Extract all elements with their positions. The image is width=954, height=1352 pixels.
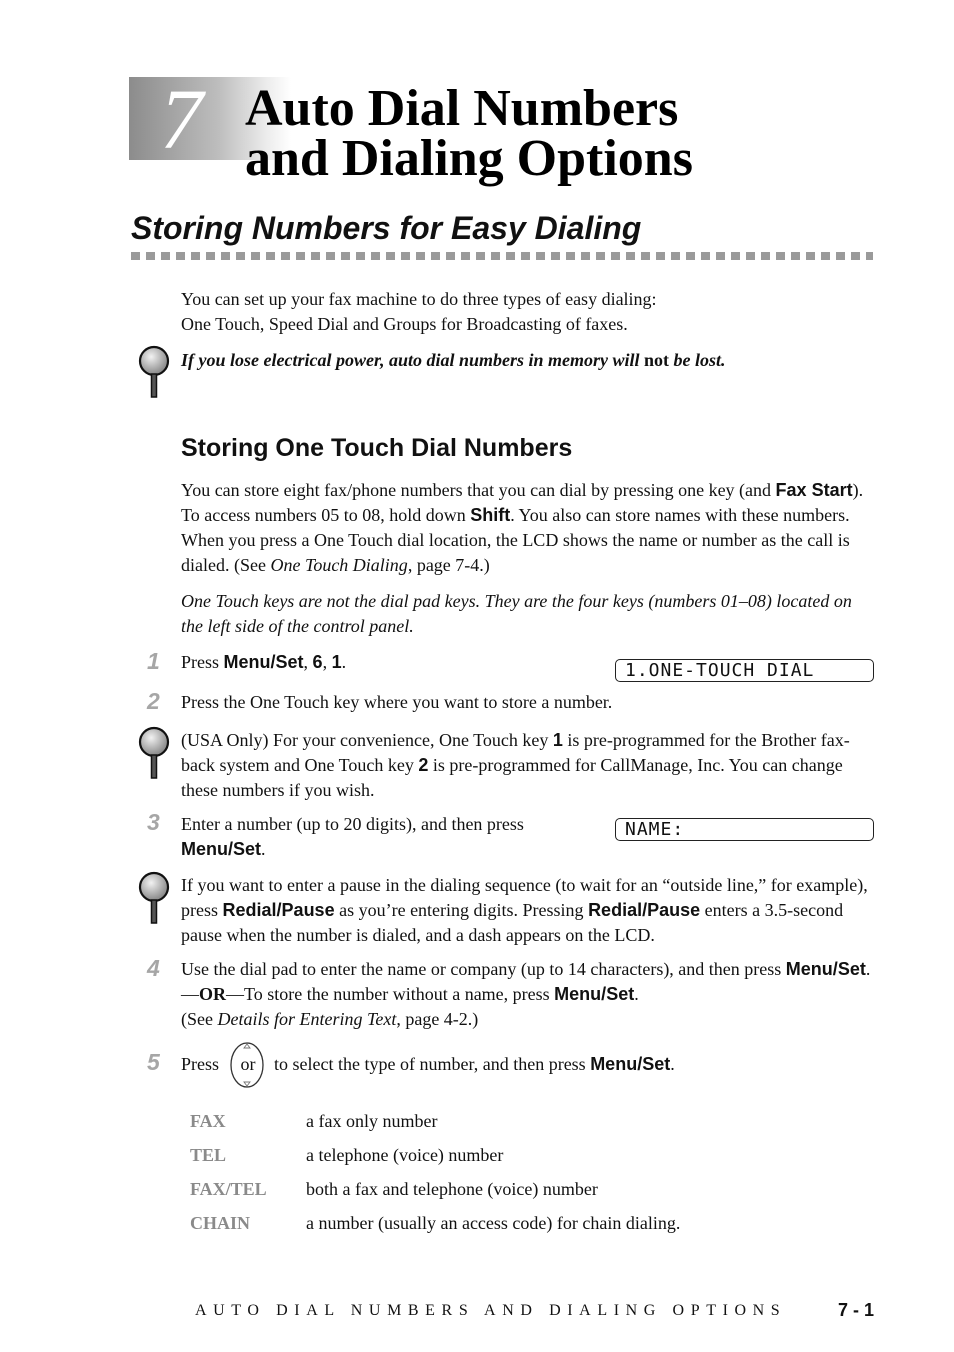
step-2-text: Press the One Touch key where you want to store a number.	[181, 692, 613, 712]
number-type-desc: a number (usually an access code) for chain dialing.	[306, 1213, 681, 1233]
note3-text: enters a 3.5-second pause when the number is dialed, and a dash appears on the LCD.	[181, 900, 844, 945]
key-shift: Shift	[470, 505, 511, 525]
step5-sep: .	[670, 1054, 675, 1074]
step-number-1: 1	[147, 648, 160, 674]
cross-reference: One Touch Dialing	[270, 555, 408, 575]
note-usa-preprogrammed	[181, 728, 876, 803]
lcd-display-name: NAME:	[615, 818, 874, 841]
step-number-5: 5	[147, 1049, 160, 1075]
page-number: 7 - 1	[838, 1300, 875, 1320]
subsection-title: Storing One Touch Dial Numbers	[181, 434, 573, 462]
note-pause	[181, 873, 876, 948]
chapter-number: 7	[160, 71, 203, 167]
key-menu: Menu	[223, 652, 271, 672]
key-menu: Menu	[181, 839, 228, 859]
key-menu: Menu	[554, 984, 602, 1004]
note3-text: If you want to enter a pause in the dialing sequence (to wait for an “outside line,” for example), press	[181, 875, 868, 920]
step4-text: . —	[181, 959, 871, 1004]
key-separator: /	[637, 1054, 643, 1074]
intro-paragraph	[181, 287, 876, 337]
number-type-label: FAX/TEL	[190, 1179, 267, 1199]
number-type-label: CHAIN	[190, 1213, 251, 1233]
note2-text: (USA Only) For your convenience, One Touch key	[181, 730, 553, 750]
note-pin-icon	[138, 345, 170, 399]
note-pin-icon	[138, 726, 170, 780]
key-set: Set	[275, 652, 304, 672]
number-type-desc: a telephone (voice) number	[306, 1145, 504, 1165]
step4-text: .	[634, 984, 639, 1004]
key-pause: Pause	[647, 900, 701, 920]
key-separator: /	[601, 984, 607, 1004]
section-title: Storing Numbers for Easy Dialing	[131, 210, 642, 246]
note1-text-a: If you lose electrical power, auto dial numbers in memory will	[181, 350, 645, 370]
step4-text: Use the dial pad to enter the name or company (up to 14 characters), and then press	[181, 959, 786, 979]
step-1-text	[181, 650, 581, 675]
step-number-2: 2	[147, 688, 160, 714]
key-separator: /	[228, 839, 234, 859]
step1-text: Press	[181, 652, 224, 672]
key-set: Set	[233, 839, 262, 859]
step-number-3: 3	[147, 809, 160, 835]
body1-text: You can store eight fax/phone numbers that you can dial by pressing one key (and	[181, 480, 776, 500]
key-2: 2	[418, 755, 429, 775]
body-paragraph-2: One Touch keys are not the dial pad keys. They are the four keys (numbers 01–08) located on the left side of the control panel.	[181, 591, 852, 636]
number-type-label: FAX	[190, 1111, 226, 1131]
note1-text-b: be lost.	[669, 350, 726, 370]
key-pause: Pause	[281, 900, 335, 920]
intro-line1: You can set up your fax machine to do three types of easy dialing:	[181, 289, 657, 309]
key-set: Set	[837, 959, 866, 979]
key-redial: Redial	[222, 900, 277, 920]
or-key-label: or	[240, 1054, 256, 1074]
step3-sep: .	[261, 839, 266, 859]
step-number-4: 4	[147, 955, 160, 981]
key-1: 1	[552, 730, 563, 750]
key-separator: /	[270, 652, 276, 672]
number-type-label: TEL	[190, 1145, 227, 1165]
chapter-title-line1: Auto Dial Numbers	[245, 80, 679, 137]
body-paragraph-1	[181, 478, 876, 578]
key-6: 6	[312, 652, 323, 672]
or-emphasis: OR	[199, 984, 226, 1004]
note-pin-icon	[138, 871, 170, 925]
key-set: Set	[606, 984, 635, 1004]
step5-text: to select the type of number, and then press	[274, 1054, 591, 1074]
key-fax-start: Fax Start	[775, 480, 853, 500]
step-4-text	[181, 957, 876, 1032]
key-separator: /	[642, 900, 648, 920]
chapter-title-line2: and Dialing Options	[245, 130, 693, 187]
key-separator: /	[832, 959, 838, 979]
step-3-text	[181, 812, 591, 862]
step3-text: Enter a number (up to 20 digits), and then press	[181, 814, 524, 834]
key-menu: Menu	[785, 959, 833, 979]
lcd-display-one-touch: 1.ONE-TOUCH DIAL	[615, 659, 874, 682]
key-menu: Menu	[590, 1054, 638, 1074]
number-type-desc: a fax only number	[306, 1111, 438, 1131]
note1-emphasis: not	[644, 350, 670, 370]
key-set: Set	[642, 1054, 671, 1074]
step-5-text	[274, 1052, 874, 1077]
note2-text: is pre-programmed for the Brother fax-back system and One Touch key	[181, 730, 850, 775]
note3-text: as you’re entering digits. Pressing	[334, 900, 589, 920]
key-redial: Redial	[588, 900, 643, 920]
note2-text: is pre-programmed for CallManage, Inc. You can change these numbers if you wish.	[181, 755, 843, 800]
key-separator: /	[276, 900, 282, 920]
step-5-press: Press	[181, 1054, 220, 1074]
number-type-desc: both a fax and telephone (voice) number	[306, 1179, 598, 1199]
step4-text: —To store the number without a name, press	[226, 984, 555, 1004]
note-power-loss	[181, 348, 876, 373]
step1-sep: ,	[322, 652, 332, 672]
key-1: 1	[331, 652, 342, 672]
footer-running-title: AUTO DIAL NUMBERS AND DIALING OPTIONS	[195, 1302, 787, 1319]
body1-text: . You also can store names with these numbers. When you press a One Touch dial location, the LCD shows the name or number as the call is dialed. (See	[181, 505, 850, 575]
body1-text: ). To access numbers 05 to 08, hold down	[181, 480, 864, 525]
section-divider	[131, 252, 873, 260]
intro-line2: One Touch, Speed Dial and Groups for Broadcasting of faxes.	[181, 314, 628, 334]
cross-reference: Details for Entering Text	[217, 1009, 397, 1029]
step1-sep: ,	[303, 652, 313, 672]
step1-sep: .	[341, 652, 347, 672]
step4-text: , page 4-2.)	[396, 1009, 479, 1029]
body1-text: , page 7-4.)	[407, 555, 490, 575]
step4-text: (See	[181, 1009, 218, 1029]
